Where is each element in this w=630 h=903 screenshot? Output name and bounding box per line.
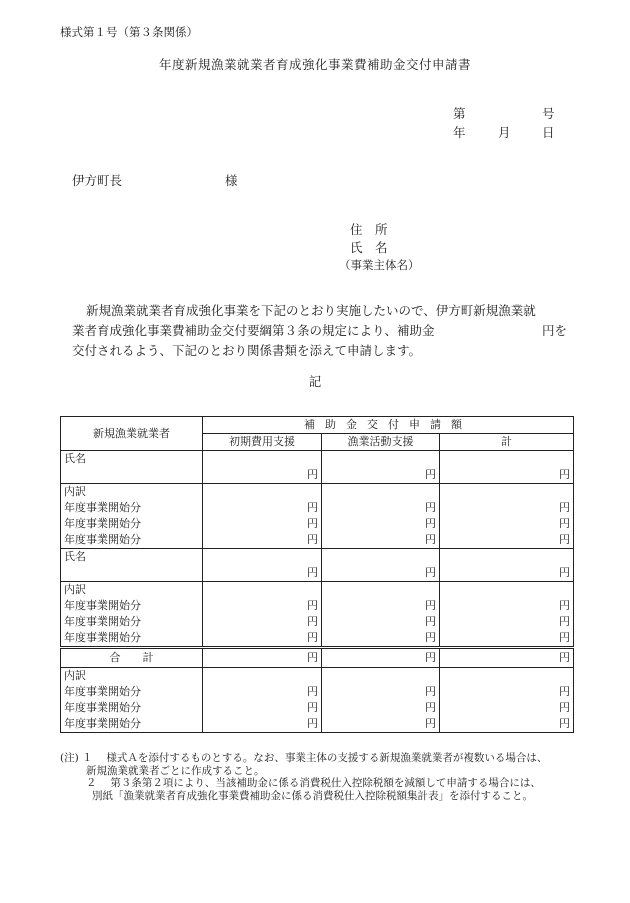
yen-unit: 円	[440, 684, 574, 700]
header-total: 計	[440, 434, 574, 451]
addressee-honorific: 様	[225, 173, 238, 188]
yen-unit: 円	[203, 648, 322, 668]
yen-unit: 円	[440, 630, 574, 648]
yen-unit: 円	[203, 598, 322, 614]
body-line-2	[72, 321, 582, 341]
applicant-entity-label: （事業主体名）	[339, 258, 420, 272]
fy-start-label: 年度事業開始分	[61, 516, 203, 532]
subsidy-table	[60, 416, 574, 733]
note-1-line-2: 新規漁業就業者ごとに作成すること。	[86, 764, 265, 777]
fy-start-label: 年度事業開始分	[61, 716, 203, 733]
yen-unit: 円	[440, 467, 574, 484]
yen-unit: 円	[203, 532, 322, 549]
date-day-label: 日	[542, 125, 555, 140]
header-subsidy: 補助金交付申請額	[203, 417, 574, 434]
yen-unit: 円	[440, 565, 574, 582]
yen-unit: 円	[322, 467, 440, 484]
body-line-3: 交付されるよう、下記のとおり関係書類を添えて申請します。	[72, 343, 422, 358]
fy-start-label: 年度事業開始分	[61, 500, 203, 516]
yen-unit: 円	[322, 532, 440, 549]
fy-start-label: 年度事業開始分	[61, 630, 203, 648]
yen-unit: 円	[440, 700, 574, 716]
yen-unit: 円	[322, 684, 440, 700]
applicant-name-label: 氏 名	[350, 240, 388, 255]
yen-unit: 円	[440, 516, 574, 532]
yen-unit: 円	[322, 516, 440, 532]
header-activity: 漁業活動支援	[322, 434, 440, 451]
application-body	[72, 301, 582, 361]
note-2-line-1: ２ 第３条第２項により、当該補助金に係る消費税仕入控除税額を減額して申請する場合には、	[86, 777, 541, 789]
fy-start-label: 年度事業開始分	[61, 598, 203, 614]
yen-unit: 円	[322, 630, 440, 648]
yen-unit: 円	[440, 598, 574, 614]
form-number: 様式第１号（第３条関係）	[60, 25, 198, 39]
yen-unit: 円	[322, 648, 440, 668]
yen-unit: 円	[322, 700, 440, 716]
header-worker: 新規漁業就業者	[61, 417, 203, 451]
applicant-address-label: 住 所	[350, 222, 388, 237]
breakdown-label: 内訳	[61, 582, 203, 599]
note-1-line-1: (注) １ 様式Ａを添付するものとする。なお、事業主体の支援する新規漁業就業者が複数いる場合は、	[60, 752, 548, 764]
body-line-1: 新規漁業就業者育成強化事業を下記のとおり実施したいので、伊方町新規漁業就	[86, 303, 536, 318]
yen-unit: 円	[440, 500, 574, 516]
sum-label: 合 計	[61, 648, 203, 668]
yen-unit: 円	[203, 467, 322, 484]
yen-unit: 円	[203, 716, 322, 733]
yen-unit: 円	[322, 716, 440, 733]
fy-start-label: 年度事業開始分	[61, 700, 203, 716]
header-initial-cost: 初期費用支援	[203, 434, 322, 451]
document-title: 年度新規漁業就業者育成強化事業費補助金交付申請書	[158, 57, 471, 72]
name-label: 氏名	[61, 451, 203, 468]
breakdown-label: 内訳	[61, 484, 203, 501]
yen-unit: 円	[440, 614, 574, 630]
yen-unit: 円	[203, 630, 322, 648]
yen-unit: 円	[203, 614, 322, 630]
yen-unit: 円	[203, 500, 322, 516]
ki-heading: 記	[308, 374, 322, 389]
note-2-line-2: 別紙「漁業就業者育成強化事業費補助金に係る消費税仕入控除税額集計表」を添付すること。	[92, 789, 533, 802]
yen-unit: 円	[203, 565, 322, 582]
yen-unit: 円	[203, 700, 322, 716]
yen-unit: 円	[440, 716, 574, 733]
footnotes	[60, 752, 580, 802]
yen-unit: 円	[440, 648, 574, 668]
yen-unit: 円	[440, 532, 574, 549]
yen-unit: 円	[203, 684, 322, 700]
addressee-name: 伊方町長	[72, 173, 123, 188]
yen-unit: 円	[322, 598, 440, 614]
yen-unit: 円	[322, 614, 440, 630]
date-month-label: 月	[498, 125, 511, 140]
doc-number-suffix: 号	[542, 106, 555, 121]
fy-start-label: 年度事業開始分	[61, 684, 203, 700]
name-label: 氏名	[61, 549, 203, 566]
fy-start-label: 年度事業開始分	[61, 614, 203, 630]
yen-unit: 円	[203, 516, 322, 532]
body-line-2-yen: 円を	[542, 323, 568, 338]
fy-start-label: 年度事業開始分	[61, 532, 203, 549]
yen-unit: 円	[322, 500, 440, 516]
yen-unit: 円	[322, 565, 440, 582]
body-line-2-text: 業者育成強化事業費補助金交付要綱第３条の規定により、補助金	[72, 323, 435, 338]
doc-number-prefix: 第	[453, 106, 466, 121]
date-year-label: 年	[453, 125, 466, 140]
breakdown-label: 内訳	[61, 668, 203, 685]
